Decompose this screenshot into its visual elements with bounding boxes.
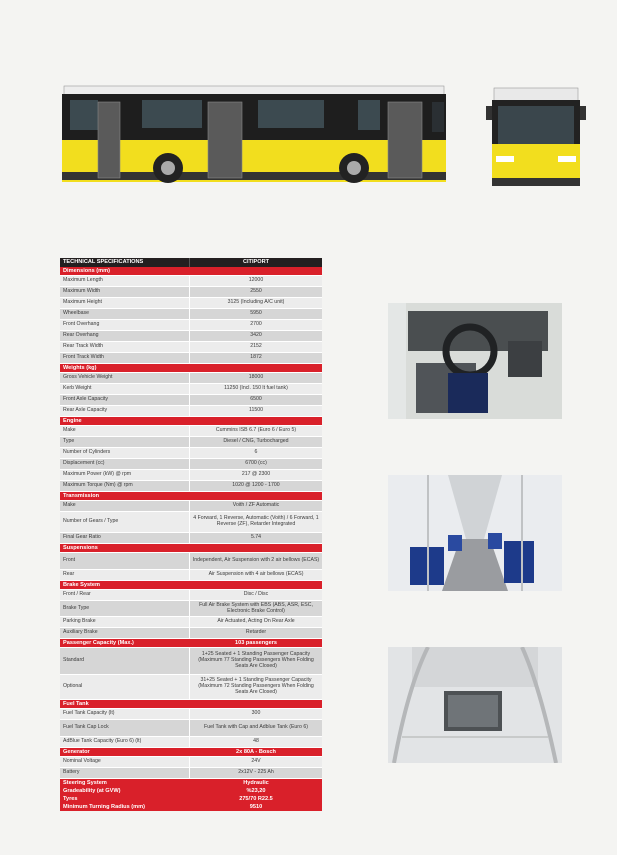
spec-row (60, 320, 322, 331)
spec-label: Rear Track Width (60, 342, 189, 352)
driver-cockpit-image (388, 303, 562, 419)
spec-label: Make (60, 501, 189, 511)
spec-row (60, 533, 322, 544)
spec-table (60, 258, 322, 811)
spec-label: Standard (60, 648, 189, 674)
section-heading: Suspensions (63, 544, 98, 551)
spec-value: Air Actuated, Acting On Rear Axle (189, 617, 322, 627)
spec-value: 6700 (cc) (189, 459, 322, 469)
spec-row (60, 276, 322, 287)
spec-value: 6 (189, 448, 322, 458)
spec-value: Hydraulic (189, 779, 322, 787)
spec-label: Gross Vehicle Weight (60, 373, 189, 383)
spec-row (60, 342, 322, 353)
section-heading: Dimensions (mm) (63, 267, 110, 274)
section-heading: Engine (63, 417, 82, 424)
spec-row (60, 353, 322, 364)
passenger-aisle-image (388, 475, 562, 591)
spec-row (60, 709, 322, 720)
spec-row (60, 617, 322, 628)
spec-row (60, 459, 322, 470)
spec-label: Tyres (63, 795, 78, 802)
spec-value: Full Air Brake System with EBS (ABS, ASR, ESC, Electronic Brake Control) (189, 601, 322, 616)
spec-label: Kerb Weight (60, 384, 189, 394)
footer-spec-row (60, 787, 322, 795)
spec-value: 5.74 (189, 533, 322, 543)
spec-label: Final Gear Ratio (60, 533, 189, 543)
spec-label: Fuel Tank Cap Lock (60, 720, 189, 736)
spec-label: Battery (60, 768, 189, 778)
spec-value: 275/70 R22.5 (189, 795, 322, 803)
bus-side-view-image (58, 82, 450, 190)
section-heading: Generator (63, 748, 90, 755)
spec-row (60, 395, 322, 406)
spec-value: Cummins ISB 6.7 (Euro 6 / Euro 5) (189, 426, 322, 436)
spec-row (60, 553, 322, 570)
spec-value: 2550 (189, 287, 322, 297)
spec-label: Gradeability (at GVW) (63, 787, 121, 794)
spec-value: Diesel / CNG, Turbocharged (189, 437, 322, 447)
spec-row (60, 757, 322, 768)
spec-label: Rear Overhang (60, 331, 189, 341)
spec-row (60, 470, 322, 481)
section-title-generator (60, 748, 322, 757)
section-heading: Passenger Capacity (Max.) (63, 639, 134, 646)
spec-row (60, 481, 322, 492)
spec-row (60, 570, 322, 581)
spec-value: 217 @ 2300 (189, 470, 322, 480)
spec-value: 6500 (189, 395, 322, 405)
section-title (60, 267, 322, 276)
spec-value: 11500 (189, 406, 322, 416)
spec-row (60, 448, 322, 459)
spec-row (60, 406, 322, 417)
spec-row (60, 628, 322, 639)
spec-label: Maximum Width (60, 287, 189, 297)
footer-spec-row (60, 779, 322, 787)
section-title (60, 544, 322, 553)
generator-value: 2x 80A - Bosch (189, 748, 322, 756)
spec-label: Type (60, 437, 189, 447)
header-model: CITIPORT (189, 258, 322, 267)
spec-value: 2700 (189, 320, 322, 330)
spec-label: Front / Rear (60, 590, 189, 600)
section-title-fuel (60, 700, 322, 709)
spec-value: 5950 (189, 309, 322, 319)
spec-label: Front (60, 553, 189, 569)
spec-label: Rear (60, 570, 189, 580)
spec-value: 18000 (189, 373, 322, 383)
spec-label: Maximum Height (60, 298, 189, 308)
spec-label: Rear Axle Capacity (60, 406, 189, 416)
spec-row (60, 373, 322, 384)
spec-value: 3420 (189, 331, 322, 341)
spec-value: 2x12V - 225 Ah (189, 768, 322, 778)
spec-row (60, 512, 322, 533)
spec-row (60, 331, 322, 342)
spec-label: Make (60, 426, 189, 436)
spec-label: Auxiliary Brake (60, 628, 189, 638)
spec-value: Air Suspension with 4 air bellows (ECAS) (189, 570, 322, 580)
spec-label: Optional (60, 675, 189, 699)
section-heading: Transmission (63, 492, 100, 499)
spec-value: 1020 @ 1200 - 1700 (189, 481, 322, 491)
spec-label: Parking Brake (60, 617, 189, 627)
spec-value: Retarder (189, 628, 322, 638)
section-title-capacity (60, 639, 322, 648)
spec-value: Fuel Tank with Cap and Adblue Tank (Euro 6) (189, 720, 322, 736)
section-title (60, 492, 322, 501)
spec-label: Front Overhang (60, 320, 189, 330)
spec-row (60, 720, 322, 737)
spec-value: 3125 (Including A/C unit) (189, 298, 322, 308)
spec-label: Maximum Power (kW) @ rpm (60, 470, 189, 480)
capacity-value: 103 passengers (189, 639, 322, 647)
spec-label: Fuel Tank Capacity (lt) (60, 709, 189, 719)
spec-value: 11250 (Incl. 150 lt fuel tank) (189, 384, 322, 394)
spec-value: 9510 (189, 803, 322, 811)
spec-value: Voith / ZF Automatic (189, 501, 322, 511)
header-title: TECHNICAL SPECIFICATIONS (63, 259, 144, 266)
spec-value: 4 Forward, 1 Reverse, Automatic (Voith) / 6 Forward, 1 Reverse (ZF), Retarder Integrated (189, 512, 322, 532)
spec-row (60, 384, 322, 395)
table-header (60, 258, 322, 267)
spec-label: Displacement (cc) (60, 459, 189, 469)
spec-value: 1+25 Seated + 1 Standing Passenger Capacity (Maximum 77 Standing Passengers When Folding Seats Are Closed) (189, 648, 322, 674)
spec-label: Maximum Length (60, 276, 189, 286)
spec-value: 48 (189, 737, 322, 747)
section-title (60, 581, 322, 590)
spec-label: Front Axle Capacity (60, 395, 189, 405)
spec-label: Number of Cylinders (60, 448, 189, 458)
spec-value: 1872 (189, 353, 322, 363)
spec-label: Steering System (63, 779, 107, 786)
spec-value: 31+25 Seated + 1 Standing Passenger Capacity (Maximum 72 Standing Passengers When Folding Seats Are Closed) (189, 675, 322, 699)
spec-label: Front Track Width (60, 353, 189, 363)
spec-value: Disc / Disc (189, 590, 322, 600)
spec-label: Maximum Torque (Nm) @ rpm (60, 481, 189, 491)
spec-value: 300 (189, 709, 322, 719)
section-heading: Weights (kg) (63, 364, 97, 371)
spec-value: 2152 (189, 342, 322, 352)
spec-row (60, 768, 322, 779)
spec-row (60, 590, 322, 601)
spec-row (60, 675, 322, 700)
spec-value: Independent, Air Suspension with 2 air bellows (ECAS) (189, 553, 322, 569)
spec-label: AdBlue Tank Capacity (Euro 6) (lt) (60, 737, 189, 747)
spec-row (60, 601, 322, 617)
footer-spec-row (60, 803, 322, 811)
section-title (60, 364, 322, 373)
spec-row (60, 737, 322, 748)
spec-label: Wheelbase (60, 309, 189, 319)
spec-value: 12000 (189, 276, 322, 286)
spec-row (60, 426, 322, 437)
spec-value: 24V (189, 757, 322, 767)
spec-label: Number of Gears / Type (60, 512, 189, 532)
section-heading: Brake System (63, 581, 101, 588)
section-heading: Fuel Tank (63, 700, 89, 707)
spec-row (60, 309, 322, 320)
footer-spec-row (60, 795, 322, 803)
spec-label: Brake Type (60, 601, 189, 616)
section-title (60, 417, 322, 426)
spec-row (60, 501, 322, 512)
spec-row (60, 287, 322, 298)
spec-row (60, 648, 322, 675)
spec-value: %23,20 (189, 787, 322, 795)
spec-label: Nominal Voltage (60, 757, 189, 767)
spec-label: Minimum Turning Radius (mm) (63, 803, 145, 810)
spec-row (60, 437, 322, 448)
passenger-screen-image (388, 647, 562, 763)
bus-front-view-image (486, 84, 586, 190)
spec-row (60, 298, 322, 309)
